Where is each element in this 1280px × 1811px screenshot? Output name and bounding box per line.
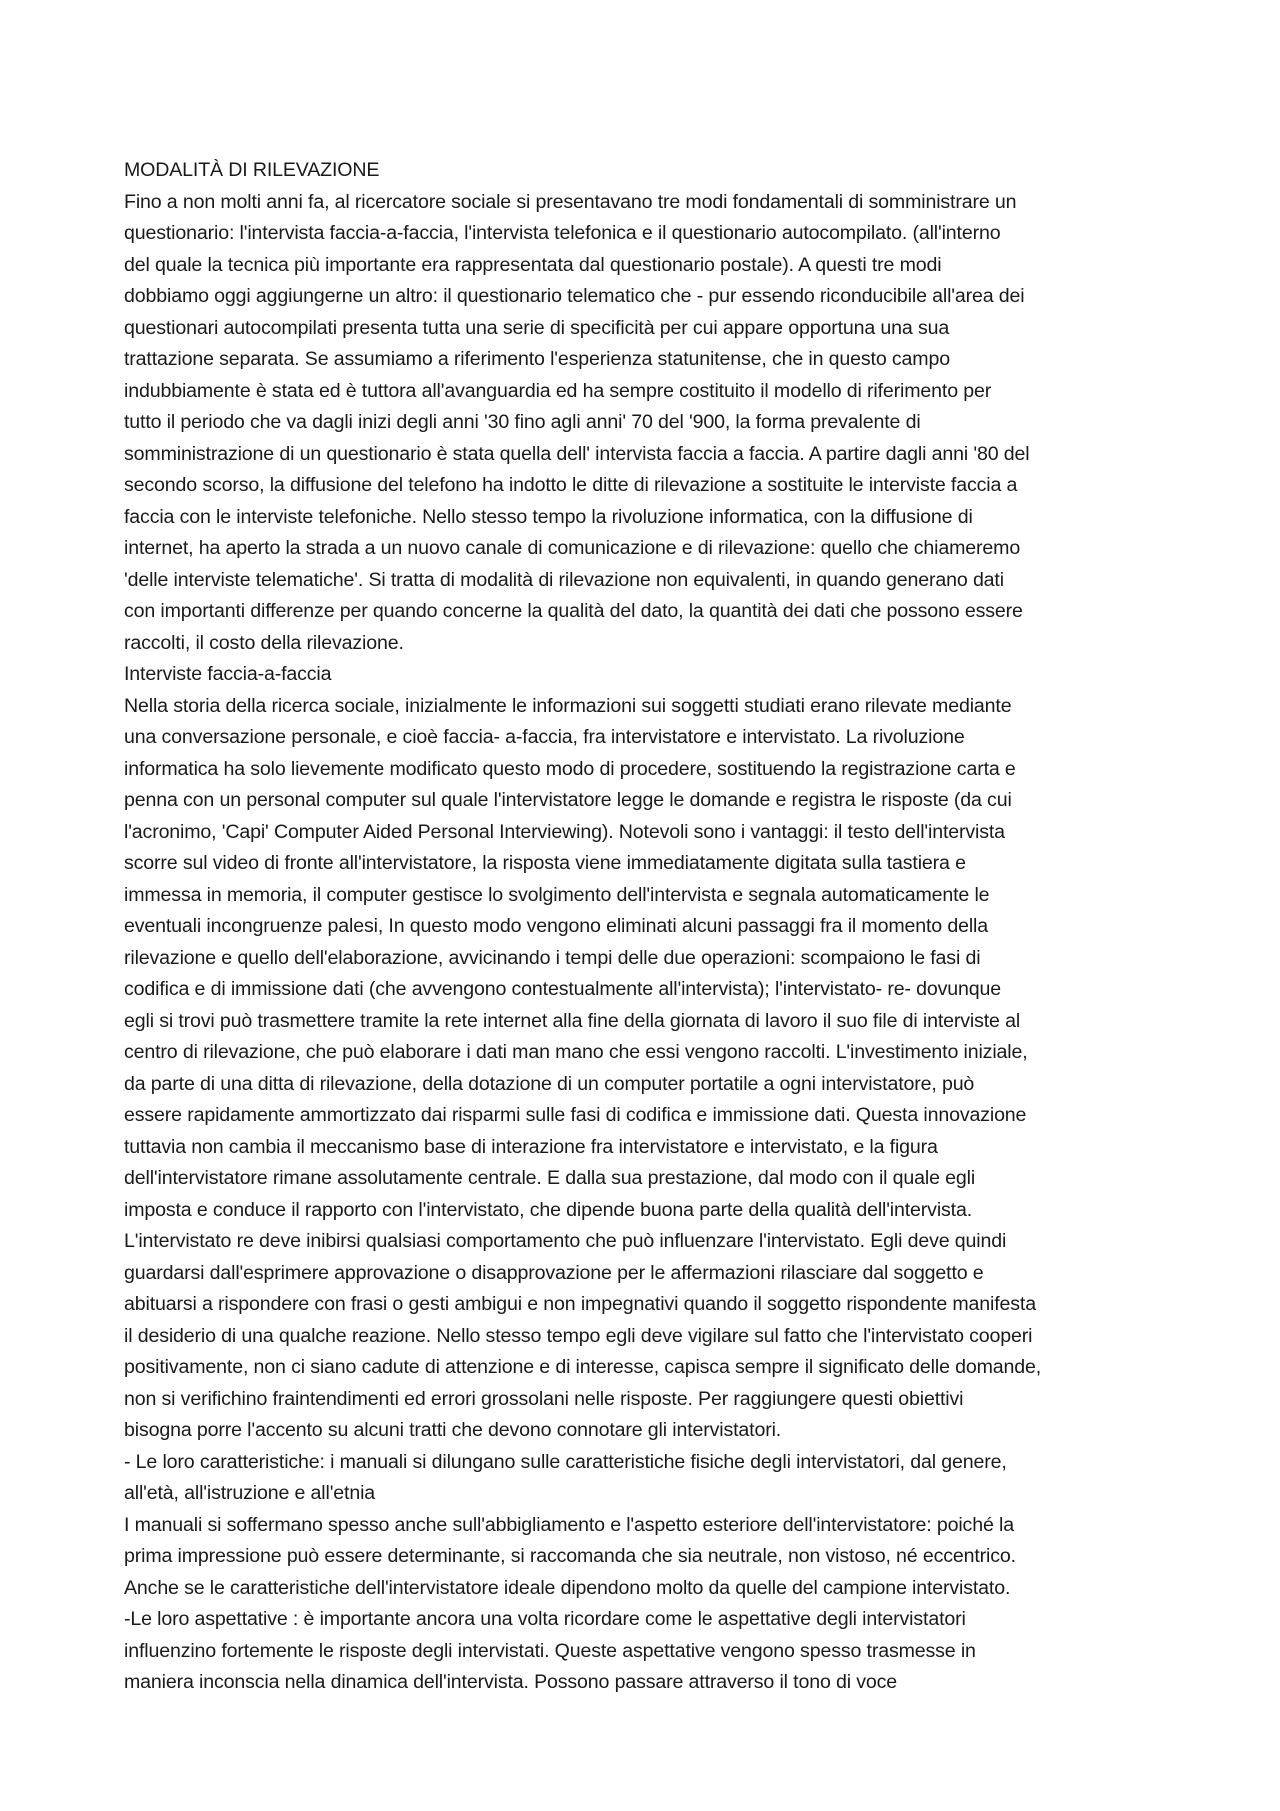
text-line: del quale la tecnica più importante era rappresentata dal questionario postale). A questi tre modi	[124, 253, 942, 276]
text-line: Anche se le caratteristiche dell'intervistatore ideale dipendono molto da quelle del campione intervistato.	[124, 1576, 1011, 1599]
text-line: non si verifichino fraintendimenti ed errori grossolani nelle risposte. Per raggiungere questi obiettivi	[124, 1387, 964, 1410]
text-line: il desiderio di una qualche reazione. Nello stesso tempo egli deve vigilare sul fatto che l'intervistato cooperi	[124, 1324, 1033, 1347]
text-line: prima impressione può essere determinante, si raccomanda che sia neutrale, non vistoso, né eccentrico.	[124, 1545, 1016, 1567]
text-line: Nella storia della ricerca sociale, inizialmente le informazioni sui soggetti studiati erano rilevate mediante	[124, 694, 1012, 717]
text-line: codifica e di immissione dati (che avvengono contestualmente all'intervista); l'intervistato- re- dovunque	[124, 978, 1002, 1000]
text-line: trattazione separata. Se assumiamo a riferimento l'esperienza statunitense, che in questo campo	[124, 348, 950, 370]
text-line: centro di rilevazione, che può elaborare i dati man mano che essi vengono raccolti. L'investimento iniziale,	[124, 1041, 1028, 1063]
text-line: questionario: l'intervista faccia-a-faccia, l'intervista telefonica e il questionario autocompilato. (all'interno	[124, 222, 1001, 244]
text-line: raccolti, il costo della rilevazione.	[124, 631, 404, 654]
section-heading: Interviste faccia-a-faccia	[124, 663, 332, 685]
text-line: scorre sul video di fronte all'intervistatore, la risposta viene immediatamente digitata sulla tastiera e	[124, 852, 966, 874]
text-line: tuttavia non cambia il meccanismo base di interazione fra intervistatore e intervistato, e la figura	[124, 1135, 938, 1158]
text-line: immessa in memoria, il computer gestisce lo svolgimento dell'intervista e segnala automaticamente le	[124, 883, 990, 906]
text-line: L'intervistato re deve inibirsi qualsiasi comportamento che può influenzare l'intervistato. Egli deve quindi	[124, 1230, 1007, 1252]
text-line: indubbiamente è stata ed è tuttora all'avanguardia ed ha sempre costituito il modello di riferimento per	[124, 379, 992, 402]
text-line: essere rapidamente ammortizzato dai risparmi sulle fasi di codifica e immissione dati. Questa innovazione	[124, 1104, 1027, 1126]
text-line: questionari autocompilati presenta tutta una serie di specificità per cui appare opportuna una sua	[124, 316, 950, 339]
text-line: guardarsi dall'esprimere approvazione o disapprovazione per le affermazioni rilasciare dal soggetto e	[124, 1261, 984, 1284]
text-line: somministrazione di un questionario è stata quella dell' intervista faccia a faccia. A partire dagli anni '80 del	[124, 442, 1030, 465]
text-line: internet, ha aperto la strada a un nuovo canale di comunicazione e di rilevazione: quello che chiameremo	[124, 537, 1021, 559]
text-line: secondo scorso, la diffusione del telefono ha indotto le ditte di rilevazione a sostituite le interviste faccia a	[124, 474, 1018, 496]
text-line: I manuali si soffermano spesso anche sull'abbigliamento e l'aspetto esteriore dell'intervistatore: poiché la	[124, 1513, 1014, 1536]
text-line: all'età, all'istruzione e all'etnia	[124, 1482, 376, 1504]
text-line: dobbiamo oggi aggiungerne un altro: il questionario telematico che - pur essendo riconducibile all'area dei	[124, 285, 1025, 307]
text-line: bisogna porre l'accento su alcuni tratti che devono connotare gli intervistatori.	[124, 1419, 782, 1441]
text-line: da parte di una ditta di rilevazione, della dotazione di un computer portatile a ogni intervistatore, può	[124, 1072, 975, 1095]
text-line: dell'intervistatore rimane assolutamente centrale. E dalla sua prestazione, dal modo con il quale egli	[124, 1167, 976, 1189]
text-line: imposta e conduce il rapporto con l'intervistato, che dipende buona parte della qualità dell'intervista.	[124, 1198, 973, 1221]
text-line: con importanti differenze per quando concerne la qualità del dato, la quantità dei dati che possono essere	[124, 600, 1023, 622]
text-line: eventuali incongruenze palesi, In questo modo vengono eliminati alcuni passaggi fra il momento della	[124, 915, 988, 937]
document-body	[124, 155, 1164, 1699]
text-line: 'delle interviste telematiche'. Si tratta di modalità di rilevazione non equivalenti, in quando generano dati	[124, 568, 1004, 591]
text-line: influenzino fortemente le risposte degli intervistati. Queste aspettative vengono spesso trasmesse in	[124, 1639, 976, 1662]
text-line: Fino a non molti anni fa, al ricercatore sociale si presentavano tre modi fondamentali di somministrare un	[124, 190, 1017, 213]
text-line: maniera inconscia nella dinamica dell'intervista. Possono passare attraverso il tono di voce	[124, 1671, 898, 1693]
text-line: informatica ha solo lievemente modificato questo modo di procedere, sostituendo la registrazione carta e	[124, 757, 1016, 780]
document-title: MODALITÀ DI RILEVAZIONE	[124, 159, 380, 181]
text-line: abituarsi a rispondere con frasi o gesti ambigui e non impegnativi quando il soggetto rispondente manifesta	[124, 1293, 1036, 1315]
text-line: una conversazione personale, e cioè faccia- a-faccia, fra intervistatore e intervistato. La rivoluzione	[124, 726, 965, 748]
text-line: positivamente, non ci siano cadute di attenzione e di interesse, capisca sempre il significato delle domande,	[124, 1356, 1042, 1378]
text-line: l'acronimo, 'Capi' Computer Aided Personal Interviewing). Notevoli sono i vantaggi: il testo dell'intervista	[124, 820, 1005, 843]
text-line: penna con un personal computer sul quale l'intervistatore legge le domande e registra le risposte (da cui	[124, 789, 1012, 811]
text-line: egli si trovi può trasmettere tramite la rete internet alla fine della giornata di lavoro il suo file di interviste al	[124, 1009, 1021, 1032]
text-line: tutto il periodo che va dagli inizi degli anni '30 fino agli anni' 70 del '900, la forma prevalente di	[124, 411, 921, 433]
text-line: -Le loro aspettative : è importante ancora una volta ricordare come le aspettative degli intervistatori	[124, 1608, 966, 1630]
text-line: faccia con le interviste telefoniche. Nello stesso tempo la rivoluzione informatica, con la diffusione di	[124, 505, 973, 528]
text-line: rilevazione e quello dell'elaborazione, avvicinando i tempi delle due operazioni: scompaiono le fasi di	[124, 946, 981, 969]
text-line: - Le loro caratteristiche: i manuali si dilungano sulle caratteristiche fisiche degli intervistatori, dal genere,	[124, 1450, 1007, 1473]
